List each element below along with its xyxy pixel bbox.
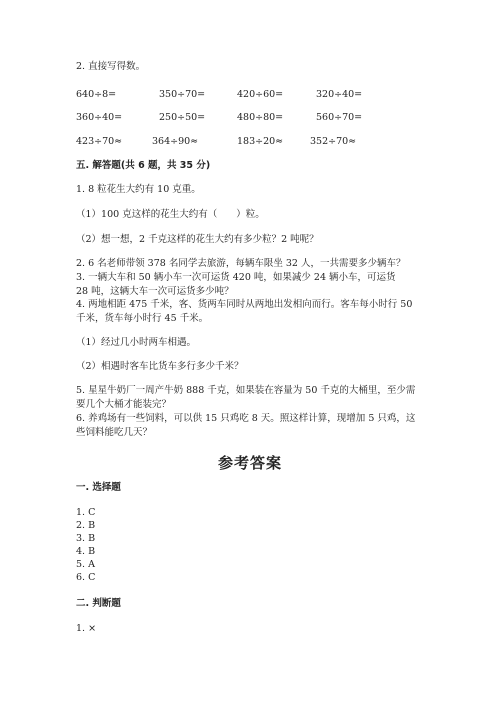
answer-item: 1. C <box>76 507 96 518</box>
question-1: 1. 8 粒花生大约有 10 克重。 <box>76 184 201 195</box>
calc-item: 480÷80= <box>237 112 284 123</box>
calc-item: 560÷70= <box>316 112 363 123</box>
answers-part-2-heading: 二. 判断题 <box>76 598 121 609</box>
question-6-line-1: 6. 养鸡场有一些饲料，可以供 15 只鸡吃 8 天。照这样计算，现增加 5 只鸡，这 <box>76 413 416 424</box>
section-heading-word-problems: 五. 解答题(共 6 题，共 35 分) <box>76 160 211 171</box>
question-4-line-2: 千米，货车每小时行 45 千米。 <box>76 313 209 324</box>
calc-item: 640÷8= <box>76 89 117 100</box>
answer-item: 1. × <box>76 623 97 634</box>
question-2: 2. 6 名老师带领 378 名同学去旅游，每辆车限坐 32 人，一共需要多少辆车？ <box>76 258 406 269</box>
question-3-line-2: 28 吨，这辆大车一次可运货多少吨？ <box>76 286 234 297</box>
answers-title: 参考答案 <box>217 454 282 472</box>
answer-item: 2. B <box>76 520 96 531</box>
question-3-line-1: 3. 一辆大车和 50 辆小车一次可运货 420 吨，如果减少 24 辆小车，可运货 <box>76 272 396 283</box>
calc-item: 320÷40= <box>316 89 363 100</box>
calc-item: 360÷40= <box>76 112 123 123</box>
question-5-line-1: 5. 星星牛奶厂一周产牛奶 888 千克，如果装在容量为 50 千克的大桶里，至少需 <box>76 385 416 396</box>
calc-item: 423÷70≈ <box>76 136 123 147</box>
calc-item: 420÷60= <box>237 89 284 100</box>
calc-item: 250÷50= <box>159 112 206 123</box>
calc-item: 350÷70= <box>159 89 206 100</box>
calc-item: 364÷90≈ <box>152 136 199 147</box>
calc-item: 352÷70≈ <box>310 136 357 147</box>
question-4-line-1: 4. 两地相距 475 千米，客、货两车同时从两地出发相向而行。客车每小时行 50 <box>76 299 413 310</box>
section-heading-direct-calc: 2. 直接写得数。 <box>76 61 146 72</box>
answer-item: 5. A <box>76 559 95 570</box>
question-4-part-1: （1）经过几小时两车相遇。 <box>76 337 197 348</box>
question-1-part-1: （1）100 克这样的花生大约有（ ）粒。 <box>76 209 265 220</box>
answer-item: 4. B <box>76 546 96 557</box>
calc-item: 183÷20≈ <box>237 136 284 147</box>
question-6-line-2: 些饲料能吃几天？ <box>76 427 153 438</box>
question-1-part-2: （2）想一想，2 千克这样的花生大约有多少粒？2 吨呢？ <box>76 234 319 245</box>
answers-part-1-heading: 一. 选择题 <box>76 482 121 493</box>
answer-item: 3. B <box>76 533 96 544</box>
question-4-part-2: （2）相遇时客车比货车多行多少千米？ <box>76 361 244 372</box>
answer-item: 6. C <box>76 572 96 583</box>
question-5-line-2: 要几个大桶才能装完？ <box>76 399 172 410</box>
